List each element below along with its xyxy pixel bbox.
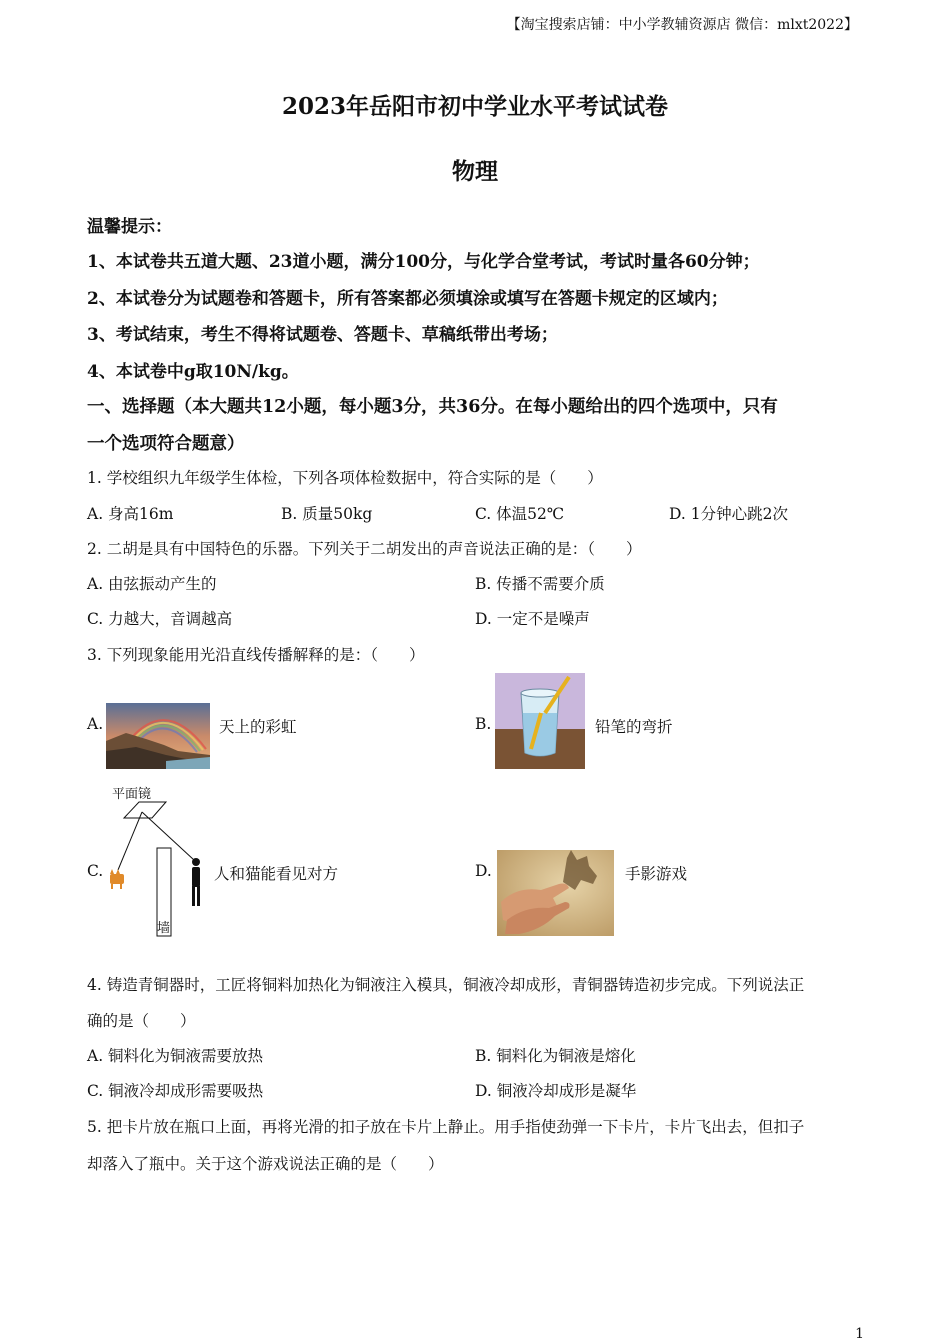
q2-stem: 2. 二胡是具有中国特色的乐器。下列关于二胡发出的声音说法正确的是：（ ） (87, 540, 642, 558)
q4-option-d: D. 铜液冷却成形是凝华 (475, 1082, 637, 1100)
person-icon (192, 858, 200, 906)
hand-shadow-image (497, 850, 614, 936)
page-number: 1 (855, 1326, 864, 1342)
tip-item-2: 2、本试卷分为试题卷和答题卡，所有答案都必须填涂或填写在答题卡规定的区域内； (87, 289, 728, 309)
q5-stem-cont: 却落入了瓶中。关于这个游戏说法正确的是（ ） (87, 1155, 444, 1173)
tip-item-4: 4、本试卷中g取10N/kg。 (87, 362, 299, 382)
header-note: 【淘宝搜索店铺：中小学教辅资源店 微信：mlxt2022】 (506, 17, 858, 33)
tip-item-3: 3、考试结束，考生不得将试题卷、答题卡、草稿纸带出考场； (87, 325, 558, 345)
subject-title: 物理 (452, 158, 498, 185)
q3-option-b-caption: 铅笔的弯折 (595, 718, 673, 736)
q1-option-b: B. 质量50kg (281, 505, 373, 523)
q1-option-a: A. 身高16m (87, 505, 174, 523)
q2-option-b: B. 传播不需要介质 (475, 575, 605, 593)
q3-option-a-caption: 天上的彩虹 (219, 718, 297, 736)
q3-option-b-letter: B. (475, 715, 492, 733)
exam-title: 2023年岳阳市初中学业水平考试试卷 (281, 93, 668, 120)
tip-item-1: 1、本试卷共五道大题、23道小题，满分100分，与化学合堂考试，考试时量各60分钟； (87, 252, 760, 272)
q2-option-c: C. 力越大，音调越高 (87, 610, 233, 628)
q4-option-a: A. 铜料化为铜液需要放热 (87, 1047, 264, 1065)
section1-heading: 一、选择题（本大题共12小题，每小题3分，共36分。在每小题给出的四个选项中，只有 (87, 397, 778, 417)
q1-stem: 1. 学校组织九年级学生体检，下列各项体检数据中，符合实际的是（ ） (87, 469, 603, 487)
q3-option-d-letter: D. (475, 862, 492, 880)
q3-option-a-letter: A. (87, 715, 104, 733)
cat-icon (110, 869, 124, 889)
q1-option-d: D. 1分钟心跳2次 (669, 505, 788, 523)
rainbow-image (106, 703, 210, 769)
q2-option-a: A. 由弦振动产生的 (87, 575, 217, 593)
q4-stem-cont: 确的是（ ） (87, 1012, 196, 1030)
q3-option-d-caption: 手影游戏 (625, 865, 688, 883)
q5-stem: 5. 把卡片放在瓶口上面，再将光滑的扣子放在卡片上静止。用手指使劲弹一下卡片，卡片飞出去，但扣子 (87, 1118, 805, 1136)
q1-option-c: C. 体温52℃ (475, 505, 565, 523)
pencil-in-glass-image (495, 673, 585, 769)
q3-stem: 3. 下列现象能用光沿直线传播解释的是：（ ） (87, 646, 425, 664)
q3-option-c-caption: 人和猫能看见对方 (214, 865, 339, 883)
q4-option-c: C. 铜液冷却成形需要吸热 (87, 1082, 264, 1100)
q4-stem: 4. 铸造青铜器时，工匠将铜料加热化为铜液注入模具，铜液冷却成形，青铜器铸造初步完成。下列说法正 (87, 976, 805, 994)
tips-heading: 温馨提示： (87, 217, 172, 237)
mirror-label: 平面镜 (112, 787, 152, 802)
q4-option-b: B. 铜料化为铜液是熔化 (475, 1047, 636, 1065)
section1-heading-cont: 一个选项符合题意） (87, 434, 245, 454)
q3-option-c-letter: C. (87, 862, 104, 880)
q2-option-d: D. 一定不是噪声 (475, 610, 590, 628)
wall-label: 墙 (157, 921, 171, 936)
